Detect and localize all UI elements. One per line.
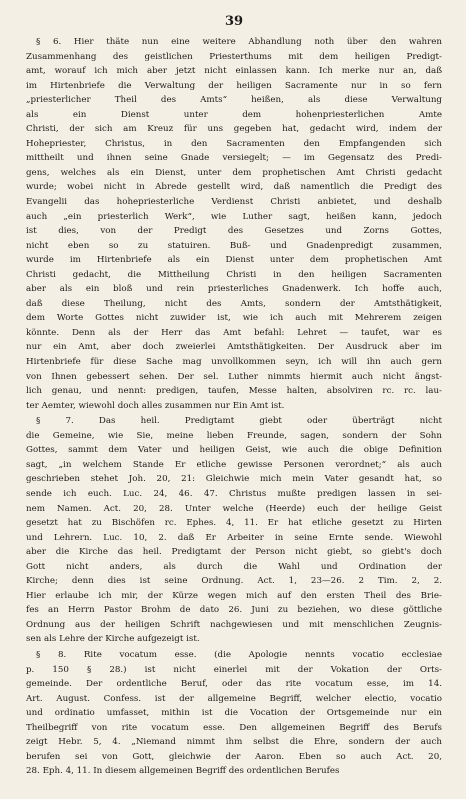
page-number: 39 bbox=[224, 14, 244, 29]
text-line: berufen sei von Gott, gleichwie der Aaron. Eben so auch Act. 20, bbox=[26, 751, 442, 762]
text-line: gemeinde. Der ordentliche Beruf, oder das rite vocatum esse, im 14. bbox=[26, 679, 442, 690]
text-line: p. 150 § 28.) ist nicht einerlei mit der Vokation der Orts- bbox=[26, 664, 442, 675]
text-line: auch „ein priesterlich Werk“, wie Luther sagt, heißen kann, jedoch bbox=[26, 211, 442, 222]
text-line: und Lehrern. Luc. 10, 2. daß Er Arbeiter in seine Ernte sende. Wiewohl bbox=[26, 532, 442, 543]
text-line: Hirtenbriefe für diese Sache mag unvollkommen seyn, ich will ihn auch gern bbox=[26, 357, 442, 368]
text-line: Theilbegriff von rite vocatum esse. Den allgemeinen Begriff des Berufs bbox=[26, 722, 442, 733]
text-line: geschrieben stehet Joh. 20, 21: Gleichwie mich mein Vater gesandt hat, so bbox=[26, 474, 442, 485]
text-line: gens, welches als ein Dienst, unter dem prophetischen Amt Christi gedacht bbox=[26, 167, 442, 178]
text-line: aber als ein bloß und rein priesterliches Gnadenwerk. Ich hoffe auch, bbox=[26, 284, 442, 295]
text-line: amt, worauf ich mich aber jetzt nicht einlassen kann. Ich merke nur an, daß bbox=[26, 66, 442, 77]
paragraph-2 bbox=[26, 414, 442, 647]
text-line: § 7. Das heil. Predigtamt giebt oder überträgt nicht bbox=[36, 416, 442, 427]
text-line: sen als Lehre der Kirche aufgezeigt ist. bbox=[26, 634, 200, 645]
text-line: nicht eben so zu statuiren. Buß- und Gnadenpredigt zusammen, bbox=[26, 240, 442, 251]
paragraph-3 bbox=[26, 648, 442, 779]
text-line: Hohepriester, Christus, in den Sacramenten den Empfangenden sich bbox=[26, 138, 442, 149]
paragraph-1 bbox=[26, 35, 442, 413]
text-line: Christi gedacht, die Mittheilung Christi in den heiligen Sacramenten bbox=[26, 269, 442, 280]
text-line: Evangelii das hohepriesterliche Verdienst Christi anbietet, und deshalb bbox=[26, 197, 442, 208]
text-line: ter Aemter, wiewohl doch alles zusammen nur Ein Amt ist. bbox=[26, 400, 285, 411]
text-line: aber die Kirche das heil. Predigtamt der Person nicht giebt, so giebt's doch bbox=[26, 547, 442, 558]
text-line: Kirche; denn dies ist seine Ordnung. Act. 1, 23—26. 2 Tim. 2, 2. bbox=[26, 576, 442, 587]
text-line: § 8. Rite vocatum esse. (die Apologie nennts vocatio ecclesiae bbox=[36, 649, 442, 660]
text-line: nem Namen. Act. 20, 28. Unter welche (Heerde) euch der heilige Geist bbox=[26, 503, 442, 514]
text-line: nur ein Amt, aber doch zweierlei Amtsthätigkeiten. Der Ausdruck aber im bbox=[26, 342, 442, 353]
text-line: lich genau, und nennt: predigen, taufen, Messe halten, absolviren rc. rc. lau- bbox=[26, 386, 442, 397]
text-line: und ordinatio umfasset, mithin ist die Vocation der Ortsgemeinde nur ein bbox=[26, 708, 442, 719]
text-line: zeigt Hebr. 5, 4. „Niemand nimmt ihm selbst die Ehre, sondern der auch bbox=[26, 737, 442, 748]
text-line: Ordnung aus der heiligen Schrift nachgewiesen und mit menschlichen Zeugnis- bbox=[26, 619, 442, 630]
text-line: § 6. Hier thäte nun eine weitere Abhandlung noth über den wahren bbox=[36, 37, 442, 47]
text-line: Christi, der sich am Kreuz für uns gegeben hat, gedacht wird, indem der bbox=[26, 124, 442, 135]
text-line: als ein Dienst unter dem hohenpriesterlichen Amte bbox=[26, 109, 442, 120]
text-line: wurde im Hirtenbriefe als ein Dienst unter dem prophetischen Amt bbox=[26, 255, 442, 266]
text-line: die Gemeine, wie Sie, meine lieben Freunde, sagen, sondern der Sohn bbox=[26, 430, 442, 441]
text-line: sagt, „in welchem Stande Er etliche gewisse Personen verordnet;“ als auch bbox=[26, 459, 442, 470]
text-line: fes an Herrn Pastor Brohm de dato 26. Juni zu beziehen, wo diese göttliche bbox=[26, 605, 442, 616]
text-line: Gott nicht anders, als durch die Wahl und Ordination der bbox=[26, 561, 442, 572]
text-line: „priesterlicher Theil des Amts“ heißen, als diese Verwaltung bbox=[26, 95, 442, 106]
text-line: sende ich euch. Luc. 24, 46. 47. Christus mußte predigen lassen in sei- bbox=[26, 488, 442, 499]
text-body bbox=[26, 35, 442, 779]
text-line: Art. August. Confess. ist der allgemeine Begriff, welcher electio, vocatio bbox=[26, 693, 442, 704]
text-line: Gottes, sammt dem Vater und heiligen Geist, wie auch die obige Definition bbox=[26, 445, 442, 456]
text-line: mittheilt und ihnen seine Gnade versiegelt; — im Gegensatz des Predi- bbox=[26, 153, 442, 164]
text-line: ist dies, von der Predigt des Gesetzes und Zorns Gottes, bbox=[26, 226, 442, 237]
text-line: von Ihnen gebessert sehen. Der sel. Luther nimmts hiermit auch nicht ängst- bbox=[26, 371, 442, 382]
text-line: könnte. Denn als der Herr das Amt befahl: Lehret — taufet, war es bbox=[26, 327, 442, 338]
text-line: dem Worte Gottes nicht zuwider ist, wie ich auch mit Mehrerem zeigen bbox=[26, 313, 442, 324]
text-line: gesetzt hat zu Bischöfen rc. Ephes. 4, 11. Er hat etliche gesetzt zu Hirten bbox=[26, 518, 442, 529]
text-line: 28. Eph. 4, 11. In diesem allgemeinen Begriff des ordentlichen Berufes bbox=[26, 766, 340, 777]
text-line: im Hirtenbriefe die Verwaltung der heiligen Sacramente nur in so fern bbox=[26, 80, 442, 91]
text-line: wurde; wobei nicht in Abrede gestellt wird, daß namentlich die Predigt des bbox=[26, 182, 442, 193]
text-line: Zusammenhang des geistlichen Priesterthums mit dem heiligen Predigt- bbox=[26, 51, 442, 62]
text-line: Hier erlaube ich mir, der Kürze wegen mich auf den ersten Theil des Brie- bbox=[26, 590, 442, 601]
text-line: daß diese Theilung, nicht des Amts, sondern der Amtsthätigkeit, bbox=[26, 298, 442, 309]
